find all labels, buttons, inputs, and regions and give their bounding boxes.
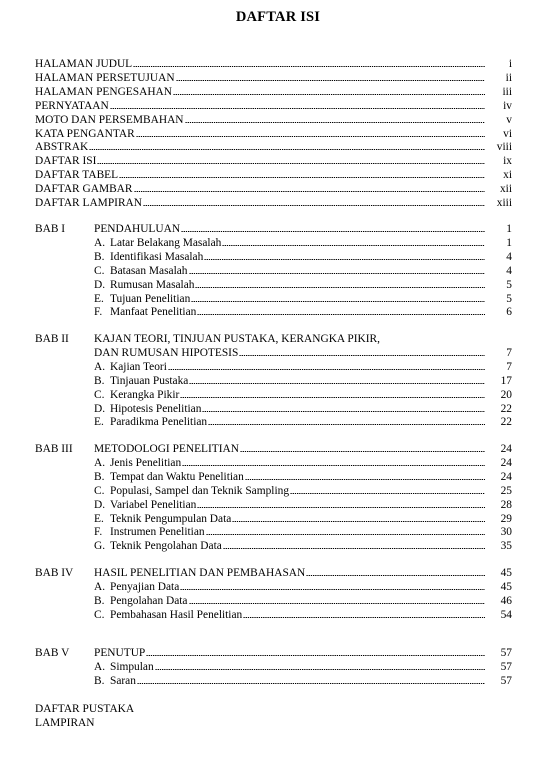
entry-page: 6 xyxy=(506,306,512,318)
item-letter: C. xyxy=(94,265,105,277)
front-entry[interactable] xyxy=(35,113,512,127)
section-entry[interactable] xyxy=(94,594,512,608)
entry-page: 46 xyxy=(500,595,512,607)
dot-leader xyxy=(240,450,485,453)
front-entry[interactable] xyxy=(35,85,512,99)
dot-leader xyxy=(134,190,485,193)
entry-label: ABSTRAK xyxy=(35,141,89,153)
entry-label: HALAMAN PERSETUJUAN xyxy=(35,72,175,84)
entry-label: C. Populasi, Sampel dan Teknik Sampling xyxy=(94,485,290,497)
dot-leader xyxy=(146,654,485,657)
item-letter: D. xyxy=(94,403,106,415)
entry-label: F. Instrumen Penelitian xyxy=(94,526,205,538)
entry-page: 45 xyxy=(500,567,512,579)
section-entry[interactable] xyxy=(94,402,512,416)
entry-page: 24 xyxy=(500,471,512,483)
entry-label: B. Tempat dan Waktu Penelitian xyxy=(94,471,244,483)
front-entry[interactable] xyxy=(35,182,512,196)
dot-leader xyxy=(202,410,485,413)
entry-label: A. Simpulan xyxy=(94,661,154,673)
front-entry[interactable] xyxy=(35,154,512,168)
dot-leader xyxy=(133,65,485,68)
entry-page: 4 xyxy=(506,265,512,277)
entry-label: E. Teknik Pengumpulan Data xyxy=(94,513,232,525)
section-entry[interactable] xyxy=(94,415,512,429)
entry-page: 7 xyxy=(506,347,512,359)
entry-label: C. Pembahasan Hasil Penelitian xyxy=(94,609,243,621)
dot-leader xyxy=(239,354,485,357)
entry-page: 54 xyxy=(500,609,512,621)
item-letter: A. xyxy=(94,237,106,249)
entry-label: D. Variabel Penelitian xyxy=(94,499,197,511)
item-letter: B. xyxy=(94,251,105,263)
dot-leader xyxy=(306,574,485,577)
entry-label: A. Latar Belakang Masalah xyxy=(94,237,222,249)
front-entry[interactable] xyxy=(35,71,512,85)
entry-page: 30 xyxy=(500,526,512,538)
chapter-entry[interactable] xyxy=(94,222,512,236)
entry-label: HALAMAN PENGESAHAN xyxy=(35,86,173,98)
entry-page: iv xyxy=(503,100,512,112)
entry-page: 20 xyxy=(500,389,512,401)
entry-page: 7 xyxy=(506,361,512,373)
item-letter: D. xyxy=(94,279,106,291)
dot-leader xyxy=(181,230,485,233)
entry-label: DAFTAR TABEL xyxy=(35,169,119,181)
item-letter: E. xyxy=(94,513,104,525)
entry-label: B. Tinjauan Pustaka xyxy=(94,375,189,387)
entry-label: HALAMAN JUDUL xyxy=(35,58,133,70)
item-letter: C. xyxy=(94,485,105,497)
entry-label: G. Teknik Pengolahan Data xyxy=(94,540,222,552)
entry-page: vi xyxy=(503,128,512,140)
section-entry[interactable] xyxy=(94,674,512,688)
item-letter: C. xyxy=(94,609,105,621)
section-entry[interactable] xyxy=(94,236,512,250)
section-entry[interactable] xyxy=(94,278,512,292)
entry-page: 57 xyxy=(500,647,512,659)
dot-leader xyxy=(208,423,485,426)
item-letter: B. xyxy=(94,675,105,687)
dot-leader xyxy=(143,204,485,207)
dot-leader xyxy=(195,286,485,289)
section-entry[interactable] xyxy=(94,512,512,526)
item-letter: E. xyxy=(94,293,104,305)
entry-label: C. Batasan Masalah xyxy=(94,265,188,277)
dot-leader xyxy=(182,464,485,467)
entry-label: B. Identifikasi Masalah xyxy=(94,251,204,263)
chapter-entry[interactable] xyxy=(94,442,512,456)
dot-leader xyxy=(155,668,485,671)
entry-label: C. Kerangka Pikir xyxy=(94,389,180,401)
section-entry[interactable] xyxy=(94,250,512,264)
item-letter: A. xyxy=(94,661,106,673)
section-entry[interactable] xyxy=(94,264,512,278)
item-letter: E. xyxy=(94,416,104,428)
entry-label: B. Saran xyxy=(94,675,136,687)
front-entry[interactable] xyxy=(35,196,512,210)
entry-page: i xyxy=(508,58,512,70)
dot-leader xyxy=(119,176,485,179)
dot-leader xyxy=(222,244,485,247)
item-letter: D. xyxy=(94,499,106,511)
dot-leader xyxy=(189,602,486,605)
entry-page: 1 xyxy=(506,237,512,249)
section-entry[interactable] xyxy=(94,660,512,674)
entry-page: 17 xyxy=(500,375,512,387)
section-entry[interactable] xyxy=(94,539,512,553)
section-entry[interactable] xyxy=(94,292,512,306)
front-entry[interactable] xyxy=(35,168,512,182)
dot-leader xyxy=(189,382,485,385)
entry-page: 24 xyxy=(500,457,512,469)
entry-page: 22 xyxy=(500,403,512,415)
section-entry[interactable] xyxy=(94,470,512,484)
dot-leader xyxy=(206,533,485,536)
entry-page: 5 xyxy=(506,279,512,291)
front-entry[interactable] xyxy=(35,57,512,71)
entry-label: MOTO DAN PERSEMBAHAN xyxy=(35,114,184,126)
chapter-number: BAB V xyxy=(35,647,70,659)
section-entry[interactable] xyxy=(94,608,512,622)
chapter-entry[interactable] xyxy=(94,566,512,580)
entry-label: PENUTUP xyxy=(94,647,146,659)
entry-label: HASIL PENELITIAN DAN PEMBAHASAN xyxy=(94,567,306,579)
dot-leader xyxy=(290,492,485,495)
section-entry[interactable] xyxy=(94,580,512,594)
item-letter: A. xyxy=(94,361,106,373)
section-entry[interactable] xyxy=(94,388,512,402)
entry-page: ix xyxy=(503,155,512,167)
item-letter: F. xyxy=(94,306,103,318)
entry-label: E. Tujuan Penelitian xyxy=(94,293,191,305)
entry-page: 1 xyxy=(506,223,512,235)
entry-label: A. Kajian Teori xyxy=(94,361,167,373)
dot-leader xyxy=(189,272,486,275)
entry-page: xii xyxy=(499,183,512,195)
item-letter: F. xyxy=(94,526,103,538)
front-entry[interactable] xyxy=(35,99,512,113)
section-entry[interactable] xyxy=(94,525,512,539)
dot-leader xyxy=(245,478,485,481)
chapter-number: BAB III xyxy=(35,443,73,455)
entry-page: 29 xyxy=(500,513,512,525)
entry-page: iii xyxy=(502,86,512,98)
chapter-title: KAJAN TEORI, TINJUAN PUSTAKA, KERANGKA PIKIR, xyxy=(94,333,380,345)
chapter-number: BAB IV xyxy=(35,567,74,579)
dot-leader xyxy=(232,520,485,523)
section-entry[interactable] xyxy=(94,360,512,374)
dot-leader xyxy=(197,506,485,509)
chapter-number: BAB I xyxy=(35,223,66,235)
entry-label: D. Rumusan Masalah xyxy=(94,279,195,291)
entry-label: PERNYATAAN xyxy=(35,100,109,112)
entry-label: DAFTAR GAMBAR xyxy=(35,183,133,195)
chapter-entry[interactable] xyxy=(94,646,512,660)
entry-page: ii xyxy=(505,72,512,84)
entry-page: xiii xyxy=(496,197,512,209)
page-title: DAFTAR ISI xyxy=(235,9,321,25)
dot-leader xyxy=(180,396,485,399)
entry-label: A. Jenis Penelitian xyxy=(94,457,182,469)
entry-label: PENDAHULUAN xyxy=(94,223,181,235)
entry-page: 22 xyxy=(500,416,512,428)
dot-leader xyxy=(97,162,485,165)
item-letter: A. xyxy=(94,457,106,469)
item-letter: C. xyxy=(94,389,105,401)
entry-page: xi xyxy=(503,169,512,181)
section-entry[interactable] xyxy=(94,484,512,498)
entry-page: viii xyxy=(496,141,512,153)
entry-page: 57 xyxy=(500,675,512,687)
chapter-entry[interactable] xyxy=(94,346,512,360)
dot-leader xyxy=(137,682,485,685)
entry-label: D. Hipotesis Penelitian xyxy=(94,403,202,415)
entry-label: A. Penyajian Data xyxy=(94,581,180,593)
entry-label: E. Paradikma Penelitian xyxy=(94,416,208,428)
dot-leader xyxy=(180,588,485,591)
entry-label: METODOLOGI PENELITIAN xyxy=(94,443,239,455)
chapter-number: BAB II xyxy=(35,333,69,345)
dot-leader xyxy=(243,616,485,619)
dot-leader xyxy=(173,93,485,96)
dot-leader xyxy=(110,107,485,110)
entry-label: F. Manfaat Penelitian xyxy=(94,306,197,318)
item-letter: B. xyxy=(94,375,105,387)
dot-leader xyxy=(185,121,485,124)
entry-page: 25 xyxy=(500,485,512,497)
entry-label: DAN RUMUSAN HIPOTESIS xyxy=(94,347,239,359)
section-entry[interactable] xyxy=(94,374,512,388)
entry-page: v xyxy=(506,114,512,126)
entry-page: 57 xyxy=(500,661,512,673)
item-letter: B. xyxy=(94,471,105,483)
item-letter: A. xyxy=(94,581,106,593)
entry-label: DAFTAR ISI xyxy=(35,155,97,167)
dot-leader xyxy=(204,258,485,261)
item-letter: G. xyxy=(94,540,106,552)
dot-leader xyxy=(191,300,485,303)
dot-leader xyxy=(89,148,485,151)
dot-leader xyxy=(223,547,485,550)
entry-page: 5 xyxy=(506,293,512,305)
entry-label: DAFTAR LAMPIRAN xyxy=(35,197,142,209)
section-entry[interactable] xyxy=(94,305,512,319)
entry-page: 24 xyxy=(500,443,512,455)
front-entry[interactable] xyxy=(35,127,512,141)
section-entry[interactable] xyxy=(94,456,512,470)
entry-label: B. Pengolahan Data xyxy=(94,595,188,607)
item-letter: B. xyxy=(94,595,105,607)
entry-page: 45 xyxy=(500,581,512,593)
section-entry[interactable] xyxy=(94,498,512,512)
dot-leader xyxy=(176,79,485,82)
back-matter-entry[interactable]: DAFTAR PUSTAKA xyxy=(35,703,135,715)
entry-label: KATA PENGANTAR xyxy=(35,128,135,140)
back-matter-entry[interactable]: LAMPIRAN xyxy=(35,717,95,729)
entry-page: 35 xyxy=(500,540,512,552)
front-entry[interactable] xyxy=(35,140,512,154)
entry-page: 4 xyxy=(506,251,512,263)
dot-leader xyxy=(197,313,485,316)
dot-leader xyxy=(136,135,485,138)
entry-page: 28 xyxy=(500,499,512,511)
dot-leader xyxy=(168,368,485,371)
